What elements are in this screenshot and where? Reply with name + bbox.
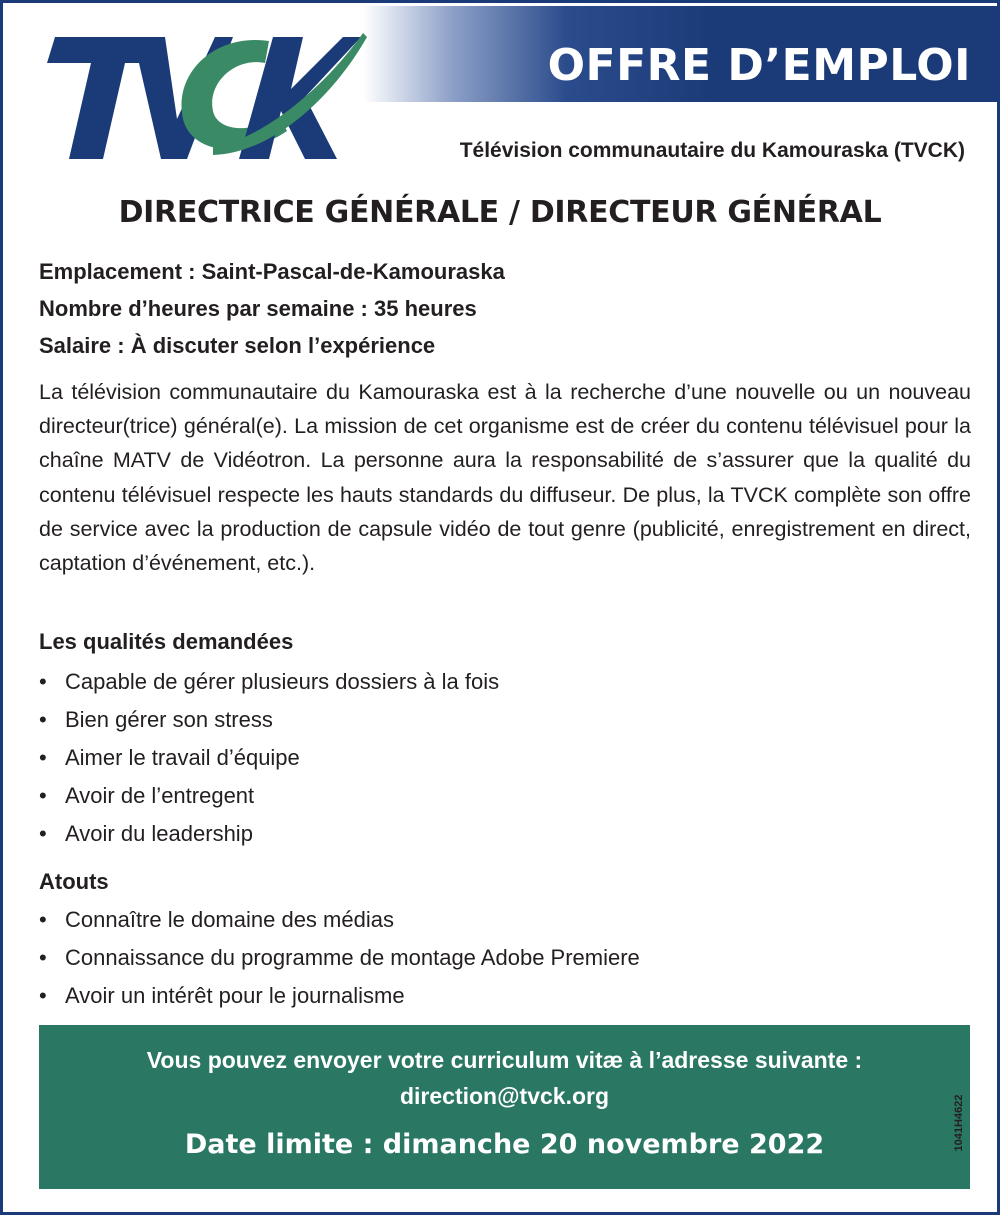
job-details [39,253,505,364]
list-item-text: Avoir du leadership [65,821,253,846]
assets-list [39,901,640,1015]
organization-name: Télévision communautaire du Kamouraska (TVCK) [459,139,965,162]
bullet-icon: • [39,945,47,970]
tvck-logo [37,27,367,173]
reference-code: 1041H4622 [953,1094,965,1152]
list-item-text: Capable de gérer plusieurs dossiers à la fois [65,669,500,694]
list-item [39,901,640,939]
qualities-heading: Les qualités demandées [39,629,294,654]
bullet-icon: • [39,745,47,770]
hours-detail: Nombre d’heures par semaine : 35 heures [39,296,477,321]
list-item [39,663,499,701]
deadline: Date limite : dimanche 20 novembre 2022 [184,1129,825,1160]
bullet-icon: • [39,707,47,732]
list-item-text: Connaissance du programme de montage Adobe Premiere [65,945,640,970]
list-item [39,739,499,777]
list-item-text: Avoir de l’entregent [65,783,255,808]
list-item [39,977,640,1015]
bullet-icon: • [39,783,47,808]
list-item [39,939,640,977]
bullet-icon: • [39,669,47,694]
contact-email[interactable]: direction@tvck.org [399,1083,610,1109]
bullet-icon: • [39,983,47,1008]
bullet-icon: • [39,907,47,932]
contact-box [39,1025,970,1189]
contact-instructions: Vous pouvez envoyer votre curriculum vitæ à l’adresse suivante : [146,1047,863,1073]
job-description: La télévision communautaire du Kamouraska est à la recherche d’une nouvelle ou un nouveau directeur(trice) général(e). La mission de cet organisme est de créer du contenu télévisuel pour la chaîne MATV de Vidéotron. La personne aura la responsabilité de s’assurer que la qualité du contenu télévisuel respecte les hauts standards du diffuseur. De plus, la TVCK complète son offre de service avec la production de capsule vidéo de tout genre (publicité, enregistrement en direct, captation d’événement, etc.). [39,380,971,576]
list-item [39,777,499,815]
list-item [39,701,499,739]
assets-heading: Atouts [39,869,109,894]
header-band [363,6,997,102]
job-title: DIRECTRICE GÉNÉRALE / DIRECTEUR GÉNÉRAL [118,195,882,230]
header-title: OFFRE D’EMPLOI [547,40,971,91]
qualities-list [39,663,499,853]
list-item-text: Aimer le travail d’équipe [65,745,300,770]
bullet-icon: • [39,821,47,846]
salary-detail: Salaire : À discuter selon l’expérience [39,333,436,358]
list-item-text: Connaître le domaine des médias [65,907,394,932]
location-detail: Emplacement : Saint-Pascal-de-Kamouraska [39,259,505,284]
list-item [39,815,499,853]
list-item-text: Bien gérer son stress [65,707,273,732]
list-item-text: Avoir un intérêt pour le journalisme [65,983,405,1008]
